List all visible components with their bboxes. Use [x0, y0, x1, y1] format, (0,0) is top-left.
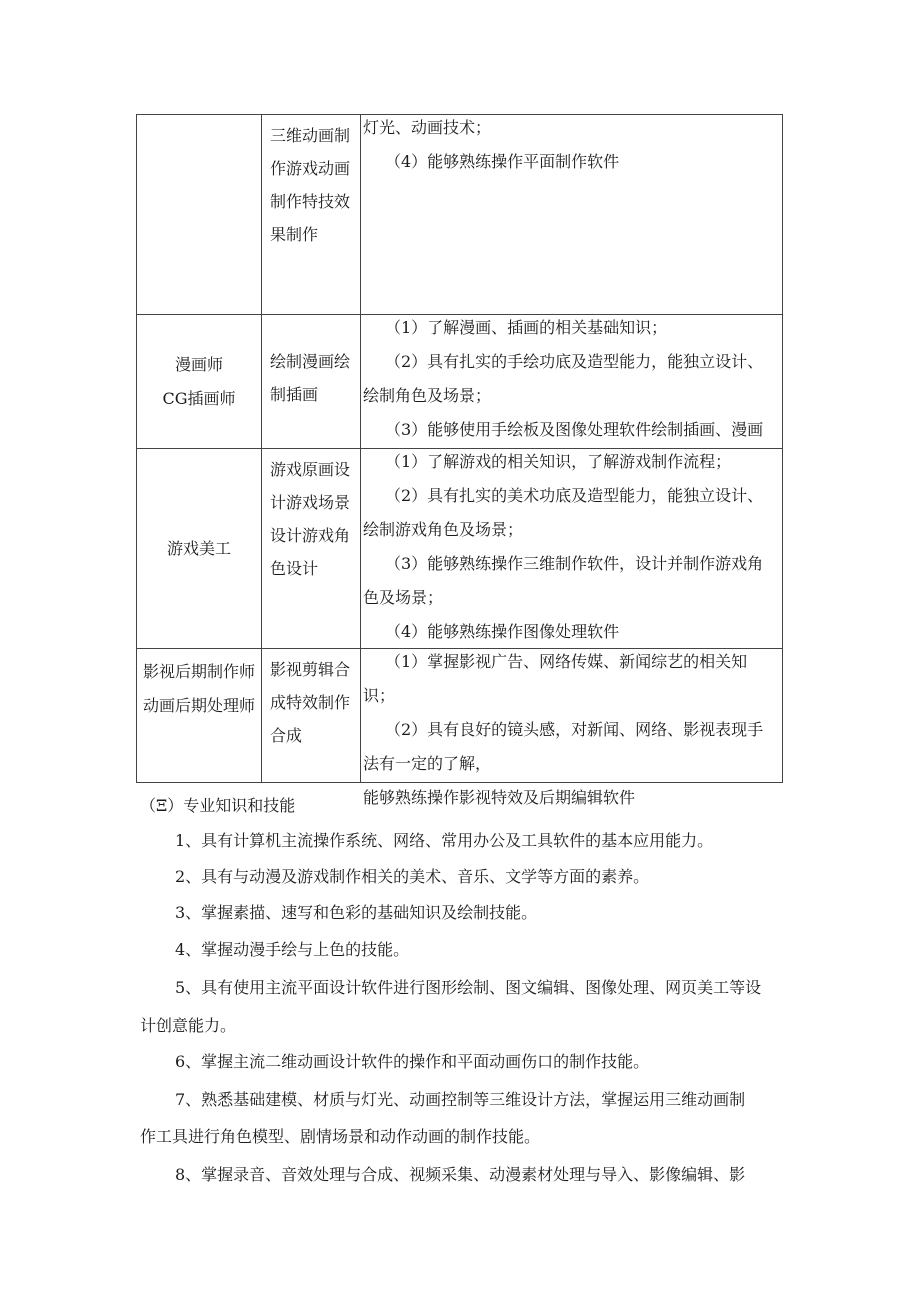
table-row — [137, 649, 783, 783]
skill-line: 绘制漫画绘 — [270, 352, 351, 371]
requirement-line: （1）掌握影视广告、网络传媒、新闻综艺的相关知 — [385, 652, 748, 671]
requirement-line: （4）能够熟练操作平面制作软件 — [385, 152, 620, 171]
role-line: 游戏美工 — [166, 538, 231, 558]
role-line: 漫画师 — [174, 354, 223, 374]
role-line: 动画后期处理师 — [142, 696, 255, 715]
skill-cell — [262, 115, 361, 315]
section-title: （Ξ）专业知识和技能 — [140, 796, 296, 815]
table-row — [137, 315, 783, 449]
role-cell — [137, 649, 262, 783]
requirement-line: 法有一定的了解， — [363, 754, 492, 773]
skill-line: 影视剪辑合 — [270, 660, 351, 679]
requirement-line: 绘制角色及场景； — [363, 386, 492, 405]
skill-line: 作游戏动画 — [270, 159, 351, 178]
requirement-line: （3）能够使用手绘板及图像处理软件绘制插画、漫画 — [385, 420, 764, 439]
requirement-cell — [361, 649, 783, 807]
list-item: 7、熟悉基础建模、材质与灯光、动画控制等三维设计方法，掌握运用三维动画制 — [175, 1090, 746, 1109]
requirement-line: （1）了解漫画、插画的相关基础知识； — [385, 318, 668, 337]
list-item: 4、掌握动漫手绘与上色的技能。 — [175, 940, 410, 959]
skill-line: 制作特技效 — [270, 192, 351, 211]
requirement-cell — [361, 449, 783, 649]
requirement-line: （2）具有良好的镜头感，对新闻、网络、影视表现手 — [385, 720, 764, 739]
requirement-line: 色及场景； — [363, 588, 444, 607]
requirement-line: 能够熟练操作影视特效及后期编辑软件 — [363, 788, 636, 807]
list-item: 计创意能力。 — [140, 1016, 237, 1035]
list-item: 2、具有与动漫及游戏制作相关的美术、音乐、文学等方面的素养。 — [175, 867, 650, 886]
skill-line: 游戏原画设 — [270, 460, 351, 479]
role-cell — [137, 449, 262, 649]
list-item: 6、掌握主流二维动画设计软件的操作和平面动画伤口的制作技能。 — [175, 1052, 650, 1071]
list-item: 1、具有计算机主流操作系统、网络、常用办公及工具软件的基本应用能力。 — [175, 831, 714, 850]
list-item: 8、掌握录音、音效处理与合成、视频采集、动漫素材处理与导入、影像编辑、影 — [175, 1165, 746, 1184]
requirement-cell — [361, 115, 783, 315]
skill-line: 制插画 — [270, 385, 319, 404]
role-line: 影视后期制作师 — [142, 662, 255, 681]
requirement-line: （3）能够熟练操作三维制作软件，设计并制作游戏角 — [385, 554, 764, 573]
requirement-cell — [361, 315, 783, 449]
requirement-line: （1）了解游戏的相关知识，了解游戏制作流程； — [385, 452, 732, 471]
skill-line: 三维动画制 — [270, 126, 351, 145]
requirement-line: 灯光、动画技术； — [363, 118, 492, 137]
skill-line: 设计游戏角 — [270, 526, 351, 545]
list-item: 5、具有使用主流平面设计软件进行图形绘制、图文编辑、图像处理、网页美工等设 — [175, 978, 762, 997]
requirement-line: （4）能够熟练操作图像处理软件 — [385, 622, 620, 641]
requirement-line: （2）具有扎实的美术功底及造型能力，能独立设计、 — [385, 486, 764, 505]
skill-line: 成特效制作 — [270, 693, 351, 712]
skill-line: 果制作 — [270, 225, 319, 244]
list-item: 3、掌握素描、速写和色彩的基础知识及绘制技能。 — [175, 903, 538, 922]
role-cell — [137, 315, 262, 449]
role-cell — [137, 115, 262, 315]
skill-line: 合成 — [270, 726, 303, 745]
requirement-line: 绘制游戏角色及场景； — [363, 520, 524, 539]
skill-line: 色设计 — [270, 559, 319, 578]
skill-cell — [262, 649, 361, 783]
requirement-line: （2）具有扎实的手绘功底及造型能力，能独立设计、 — [385, 352, 764, 371]
skill-line: 计游戏场景 — [270, 493, 351, 512]
table-row — [137, 449, 783, 649]
requirement-line: 识； — [363, 686, 396, 705]
role-line: CG插画师 — [162, 388, 236, 408]
list-item: 作工具进行角色模型、剧情场景和动作动画的制作技能。 — [140, 1127, 541, 1146]
table-row — [137, 115, 783, 315]
skill-cell — [262, 449, 361, 649]
skill-cell — [262, 315, 361, 449]
